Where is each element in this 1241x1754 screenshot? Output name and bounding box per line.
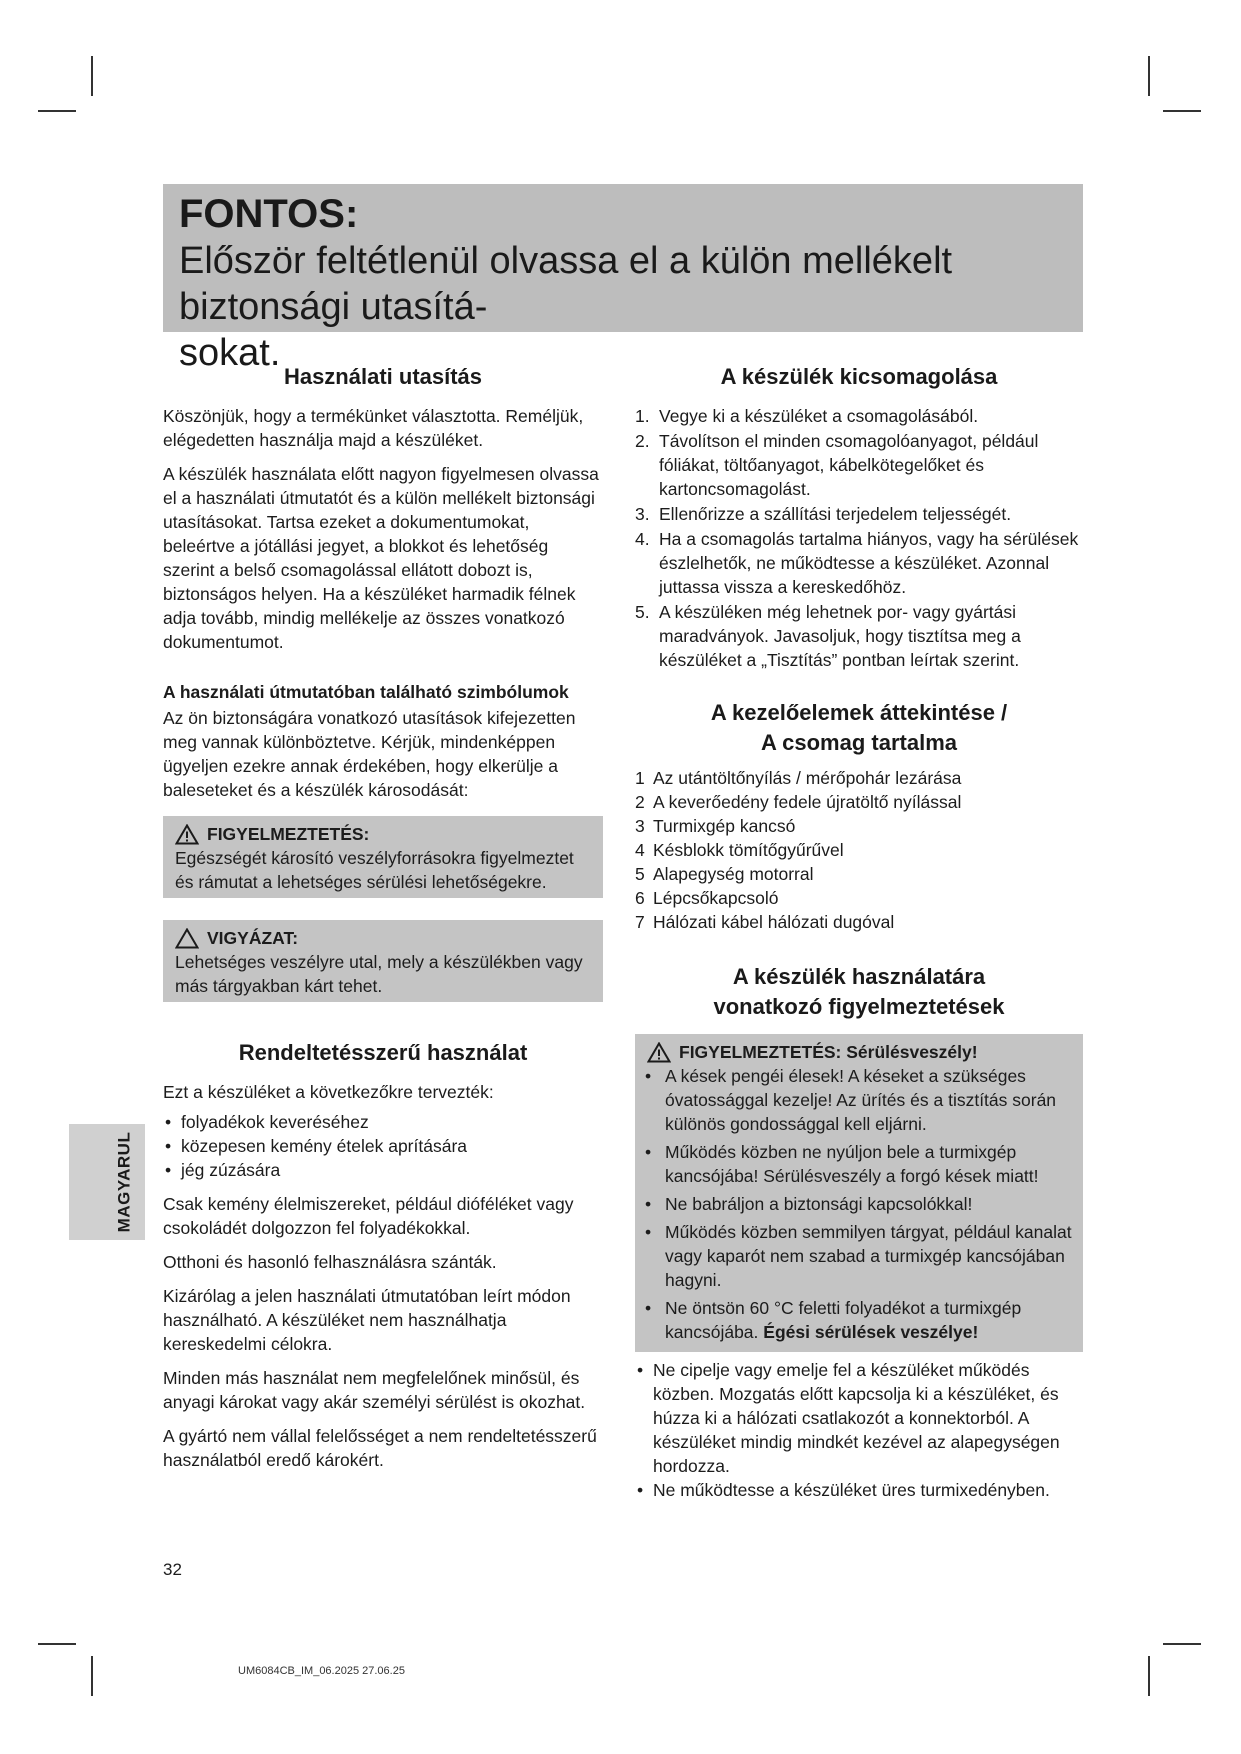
- injury-warning-title: FIGYELMEZTETÉS: Sérülésveszély!: [679, 1042, 978, 1062]
- banner-title: FONTOS:: [179, 192, 359, 236]
- symbols-paragraph: Az ön biztonságára vonatkozó utasítások kifejezetten meg vannak különböztetve. Kérjük, mindenképpen ügyeljen ezekre annak érdekében, hogy elkerülje a baleseteket és a készülék károsodását:: [163, 708, 576, 800]
- usage-warnings-heading-line-2: vonatkozó figyelmeztetések: [713, 994, 1005, 1019]
- controls-heading: [635, 698, 1083, 758]
- crop-mark: [38, 1643, 76, 1645]
- burn-warning-emphasis: Égési sérülések veszélye!: [763, 1322, 979, 1342]
- list-item: 5 Alapegység motorral: [635, 864, 814, 884]
- controls-heading-line-1: A kezelőelemek áttekintése /: [710, 700, 1008, 725]
- list-item: 6 Lépcsőkapcsoló: [635, 888, 779, 908]
- list-item: 5. A készüléken még lehetnek por- vagy gyártási maradványok. Javasoljuk, hogy tisztítsa meg a készüléket a „Tisztítás” pontban leírtak szerint.: [635, 602, 1021, 670]
- usage-warnings-heading-line-1: A készülék használatára: [732, 964, 986, 989]
- intended-paragraph: A gyártó nem vállal felelősséget a nem rendeltetésszerű használatból eredő károkért.: [163, 1426, 597, 1470]
- list-item: • közepesen kemény ételek aprítására: [163, 1134, 603, 1158]
- caution-triangle-icon: [175, 928, 199, 949]
- list-item: • Ne öntsön 60 °C feletti folyadékot a turmixgép kancsójába. Égési sérülések veszélye!: [643, 1296, 1075, 1344]
- list-item: • Működés közben ne nyúljon bele a turmixgép kancsójába! Sérülésveszély a forgó kések miatt!: [643, 1140, 1075, 1188]
- list-item: • Ne babráljon a biztonsági kapcsolókkal!: [643, 1192, 1075, 1216]
- injury-warning-box: [635, 1034, 1083, 1352]
- usage-warnings-heading: [635, 962, 1083, 1022]
- list-item: 1. Vegye ki a készüléket a csomagolásából.: [635, 406, 979, 426]
- intended-paragraph: Kizárólag a jelen használati útmutatóban leírt módon használható. A készüléket nem használhatja kereskedelmi célokra.: [163, 1286, 571, 1354]
- intended-use-heading: Rendeltetésszerű használat: [238, 1040, 528, 1065]
- controls-heading-line-2: A csomag tartalma: [760, 730, 958, 755]
- intro-paragraph: Köszönjük, hogy a termékünket választotta. Reméljük, elégedetten használja majd a készüléket.: [163, 406, 584, 450]
- language-tab-label: MAGYARUL: [114, 1131, 133, 1233]
- read-instructions-paragraph: A készülék használata előtt nagyon figyelmesen olvassa el a használati útmutatót és a külön mellékelt biztonsági utasításokat. Tartsa ezeket a dokumentumokat, beleértve a jótállási jegyet, a blokkot és lehetőség szerint a belső csomagolással ellátott dobozt is, biztonságos helyen. Ha a készüléket harmadik félnek adja tovább, mindig mellékelje az összes vonatkozó dokumentumot.: [163, 464, 599, 652]
- symbols-heading: A használati útmutatóban található szimbólumok: [163, 682, 569, 702]
- usage-heading: Használati utasítás: [283, 364, 483, 389]
- crop-mark: [91, 56, 93, 96]
- list-item: • Ne cipelje vagy emelje fel a készüléket működés közben. Mozgatás előtt kapcsolja ki a készüléket, és húzza ki a hálózati csatlakozót a konnektorból. A készüléket mindig mindkét kezével az alapegységen hordozza.: [635, 1358, 1083, 1478]
- footer-code: UM6084CB_IM_06.2025 27.06.25: [238, 1665, 405, 1677]
- caution-box-title: VIGYÁZAT:: [207, 928, 299, 948]
- intended-paragraph: Otthoni és hasonló felhasználásra szánták.: [163, 1252, 497, 1272]
- list-item: • jég zúzására: [163, 1158, 603, 1182]
- intended-paragraph: Csak kemény élelmiszereket, például dióféléket vagy csokoládét dolgozzon fel folyadékokkal.: [163, 1194, 574, 1238]
- banner-line-2: sokat.: [179, 332, 281, 374]
- caution-box-text: Lehetséges veszélyre utal, mely a készülékben vagy más tárgyakban kárt tehet.: [175, 952, 583, 996]
- parts-list: [635, 766, 1083, 934]
- warning-box-text: Egészségét károsító veszélyforrásokra figyelmeztet és rámutat a lehetséges sérülési lehetőségekre.: [175, 848, 574, 892]
- crop-mark: [1163, 110, 1201, 112]
- intended-paragraph: Minden más használat nem megfelelőnek minősül, és anyagi károkat vagy akár személyi sérülést is okozhat.: [163, 1368, 586, 1412]
- list-item: 1 Az utántöltőnyílás / mérőpohár lezárása: [635, 768, 962, 788]
- list-item: 4 Késblokk tömítőgyűrűvel: [635, 840, 844, 860]
- warning-box-title: FIGYELMEZTETÉS:: [207, 824, 370, 844]
- right-column: [635, 362, 1083, 1512]
- language-tab: [69, 1124, 145, 1240]
- list-item: 3. Ellenőrizze a szállítási terjedelem teljességét.: [635, 504, 1012, 524]
- warning-box: [163, 816, 603, 898]
- list-item: 3 Turmixgép kancsó: [635, 816, 796, 836]
- page-number: 32: [163, 1560, 182, 1579]
- important-banner: [163, 184, 1083, 374]
- list-item: • Ne működtesse a készüléket üres turmixedényben.: [635, 1478, 1083, 1502]
- list-item: • Működés közben semmilyen tárgyat, például kanalat vagy kaparót nem szabad a turmixgép kancsójában hagyni.: [643, 1220, 1075, 1292]
- warning-triangle-icon: [647, 1042, 671, 1063]
- crop-mark: [38, 110, 76, 112]
- crop-mark: [91, 1656, 93, 1696]
- left-column: [163, 362, 603, 1482]
- list-item: 4. Ha a csomagolás tartalma hiányos, vagy ha sérülések észlelhetők, ne működtesse a készüléket. Azonnal juttassa vissza a kereskedőhöz.: [635, 529, 1079, 597]
- list-item: • A kések pengéi élesek! A késeket a szükséges óvatossággal kezelje! Az ürítés és a tisztítás során különös gondossággal kell eljárni.: [643, 1064, 1075, 1136]
- unpack-steps: [635, 404, 1083, 672]
- crop-mark: [1148, 1656, 1150, 1696]
- list-item: 2. Távolítson el minden csomagolóanyagot, például fóliákat, töltőanyagot, kábelkötegelőket és kartoncsomagolást.: [635, 431, 1039, 499]
- list-item: 7 Hálózati kábel hálózati dugóval: [635, 912, 895, 932]
- handling-list: [635, 1358, 1083, 1502]
- list-item: • folyadékok keveréséhez: [163, 1110, 603, 1134]
- injury-warning-list: [643, 1064, 1075, 1344]
- intended-use-list: [163, 1110, 603, 1182]
- list-item: 2 A keverőedény fedele újratöltő nyílással: [635, 792, 962, 812]
- intended-intro: Ezt a készüléket a következőkre tervezték:: [163, 1082, 494, 1102]
- crop-mark: [1148, 56, 1150, 96]
- crop-mark: [1163, 1643, 1201, 1645]
- unpack-heading: A készülék kicsomagolása: [720, 364, 998, 389]
- banner-line-1: Először feltétlenül olvassa el a külön mellékelt biztonsági utasítá-: [179, 240, 953, 328]
- warning-triangle-icon: [175, 824, 199, 845]
- caution-box: [163, 920, 603, 1002]
